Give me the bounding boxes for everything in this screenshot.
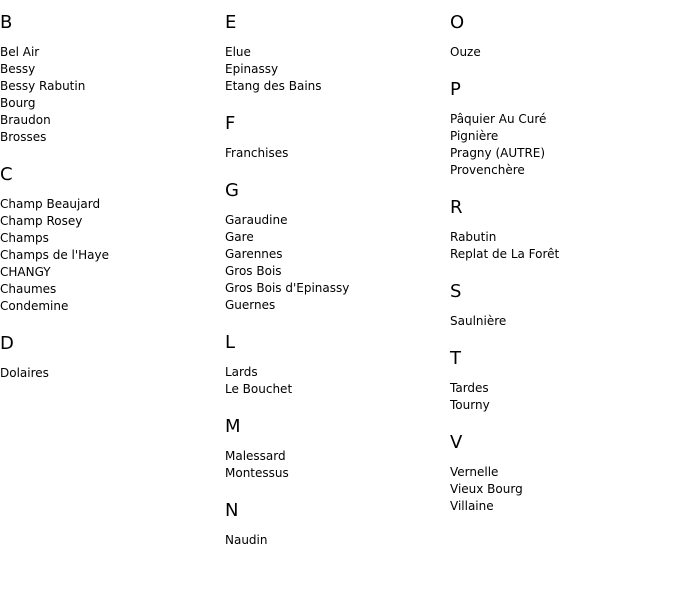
letter-group bbox=[225, 416, 440, 482]
letter-heading: N bbox=[225, 500, 239, 521]
place-link[interactable]: Montessus bbox=[225, 466, 289, 480]
place-link[interactable]: Gros Bois d'Epinassy bbox=[225, 281, 350, 295]
letter-group bbox=[450, 12, 665, 61]
place-list-item bbox=[225, 381, 440, 398]
place-list-item bbox=[225, 263, 440, 280]
letter-heading: E bbox=[225, 12, 237, 33]
letter-heading: R bbox=[450, 197, 463, 218]
place-list bbox=[225, 44, 440, 95]
place-list-item bbox=[0, 281, 215, 298]
place-link[interactable]: Garennes bbox=[225, 247, 283, 261]
place-list bbox=[450, 111, 665, 179]
place-list-item bbox=[0, 95, 215, 112]
place-list-item bbox=[450, 397, 665, 414]
place-list-item bbox=[450, 229, 665, 246]
place-list bbox=[0, 365, 215, 382]
place-list-item bbox=[450, 145, 665, 162]
place-link[interactable]: Rabutin bbox=[450, 230, 497, 244]
letter-group bbox=[450, 281, 665, 330]
place-list-item bbox=[225, 465, 440, 482]
letter-heading: D bbox=[0, 333, 14, 354]
place-link[interactable]: Franchises bbox=[225, 146, 289, 160]
place-list-item bbox=[450, 246, 665, 263]
letter-heading: B bbox=[0, 12, 13, 33]
place-list-item bbox=[450, 111, 665, 128]
place-link[interactable]: Vieux Bourg bbox=[450, 482, 523, 496]
place-list bbox=[450, 380, 665, 414]
letter-heading: G bbox=[225, 180, 239, 201]
place-list-item bbox=[450, 498, 665, 515]
letter-heading: V bbox=[450, 432, 463, 453]
place-list bbox=[450, 44, 665, 61]
letter-heading: P bbox=[450, 79, 461, 100]
index-column-1 bbox=[0, 12, 215, 400]
place-link[interactable]: Malessard bbox=[225, 449, 286, 463]
place-link[interactable]: Condemine bbox=[0, 299, 69, 313]
index-column-3 bbox=[450, 12, 665, 533]
place-link[interactable]: Pragny (AUTRE) bbox=[450, 146, 546, 160]
letter-group bbox=[450, 348, 665, 414]
place-list-item bbox=[0, 213, 215, 230]
place-link[interactable]: Champ Rosey bbox=[0, 214, 83, 228]
letter-group bbox=[225, 12, 440, 95]
place-link[interactable]: Champ Beaujard bbox=[0, 197, 101, 211]
place-link[interactable]: Vernelle bbox=[450, 465, 499, 479]
place-list-item bbox=[0, 298, 215, 315]
place-link[interactable]: Lards bbox=[225, 365, 258, 379]
place-link[interactable]: Champs bbox=[0, 231, 49, 245]
place-link[interactable]: Pignière bbox=[450, 129, 499, 143]
place-link[interactable]: Replat de La Forêt bbox=[450, 247, 560, 261]
place-list bbox=[225, 532, 440, 549]
index-column-2 bbox=[225, 12, 440, 567]
place-link[interactable]: Tourny bbox=[450, 398, 490, 412]
letter-heading: M bbox=[225, 416, 241, 437]
place-link[interactable]: Elue bbox=[225, 45, 251, 59]
place-list-item bbox=[450, 380, 665, 397]
letter-heading: C bbox=[0, 164, 13, 185]
place-list-item bbox=[0, 61, 215, 78]
place-list-item bbox=[225, 532, 440, 549]
place-list-item bbox=[450, 313, 665, 330]
place-list bbox=[450, 313, 665, 330]
place-list-item bbox=[0, 365, 215, 382]
letter-group bbox=[0, 164, 215, 315]
letter-group bbox=[0, 12, 215, 146]
place-link[interactable]: Le Bouchet bbox=[225, 382, 293, 396]
place-list bbox=[225, 145, 440, 162]
letter-group bbox=[225, 500, 440, 549]
place-list bbox=[0, 44, 215, 146]
place-list-item bbox=[225, 297, 440, 314]
place-link[interactable]: Saulnière bbox=[450, 314, 507, 328]
place-link[interactable]: Gros Bois bbox=[225, 264, 282, 278]
place-link[interactable]: Tardes bbox=[450, 381, 489, 395]
place-link[interactable]: Bessy Rabutin bbox=[0, 79, 86, 93]
place-list-item bbox=[225, 229, 440, 246]
letter-group bbox=[450, 197, 665, 263]
place-list-item bbox=[0, 44, 215, 61]
place-list-item bbox=[0, 247, 215, 264]
place-link[interactable]: Provenchère bbox=[450, 163, 525, 177]
place-link[interactable]: Garaudine bbox=[225, 213, 288, 227]
place-list bbox=[225, 448, 440, 482]
place-list-item bbox=[450, 481, 665, 498]
letter-heading: O bbox=[450, 12, 465, 33]
place-list bbox=[450, 464, 665, 515]
place-link[interactable]: Dolaires bbox=[0, 366, 49, 380]
place-list-item bbox=[450, 128, 665, 145]
place-link[interactable]: Epinassy bbox=[225, 62, 279, 76]
place-list bbox=[0, 196, 215, 315]
place-link[interactable]: Bessy bbox=[0, 62, 36, 76]
place-link[interactable]: Villaine bbox=[450, 499, 494, 513]
place-list-item bbox=[0, 196, 215, 213]
letter-group bbox=[225, 113, 440, 162]
place-list bbox=[450, 229, 665, 263]
place-link[interactable]: CHANGY bbox=[0, 265, 51, 279]
place-link[interactable]: Bel Air bbox=[0, 45, 40, 59]
place-list-item bbox=[225, 280, 440, 297]
place-list-item bbox=[225, 364, 440, 381]
place-link[interactable]: Pâquier Au Curé bbox=[450, 112, 547, 126]
letter-group bbox=[450, 432, 665, 515]
place-list-item bbox=[225, 246, 440, 263]
place-list-item bbox=[225, 44, 440, 61]
place-link[interactable]: Guernes bbox=[225, 298, 276, 312]
place-link[interactable]: Brosses bbox=[0, 130, 47, 144]
place-list-item bbox=[0, 264, 215, 281]
place-list-item bbox=[450, 44, 665, 61]
place-link[interactable]: Ouze bbox=[450, 45, 481, 59]
place-list-item bbox=[225, 61, 440, 78]
place-list-item bbox=[450, 464, 665, 481]
place-list-item bbox=[225, 448, 440, 465]
place-link[interactable]: Braudon bbox=[0, 113, 51, 127]
letter-heading: S bbox=[450, 281, 462, 302]
letter-group bbox=[225, 332, 440, 398]
place-link[interactable]: Champs de l'Haye bbox=[0, 248, 110, 262]
place-link[interactable]: Gare bbox=[225, 230, 254, 244]
place-link[interactable]: Chaumes bbox=[0, 282, 57, 296]
place-list-item bbox=[0, 230, 215, 247]
letter-heading: T bbox=[450, 348, 461, 369]
letter-group bbox=[225, 180, 440, 314]
place-link[interactable]: Naudin bbox=[225, 533, 268, 547]
place-list-item bbox=[0, 129, 215, 146]
place-list-item bbox=[225, 78, 440, 95]
place-list bbox=[225, 212, 440, 314]
place-list-item bbox=[0, 112, 215, 129]
place-list-item bbox=[225, 212, 440, 229]
place-link[interactable]: Bourg bbox=[0, 96, 36, 110]
place-list bbox=[225, 364, 440, 398]
letter-group bbox=[450, 79, 665, 179]
place-link[interactable]: Etang des Bains bbox=[225, 79, 322, 93]
letter-heading: L bbox=[225, 332, 236, 353]
place-list-item bbox=[225, 145, 440, 162]
place-list-item bbox=[450, 162, 665, 179]
letter-heading: F bbox=[225, 113, 236, 134]
letter-group bbox=[0, 333, 215, 382]
place-list-item bbox=[0, 78, 215, 95]
